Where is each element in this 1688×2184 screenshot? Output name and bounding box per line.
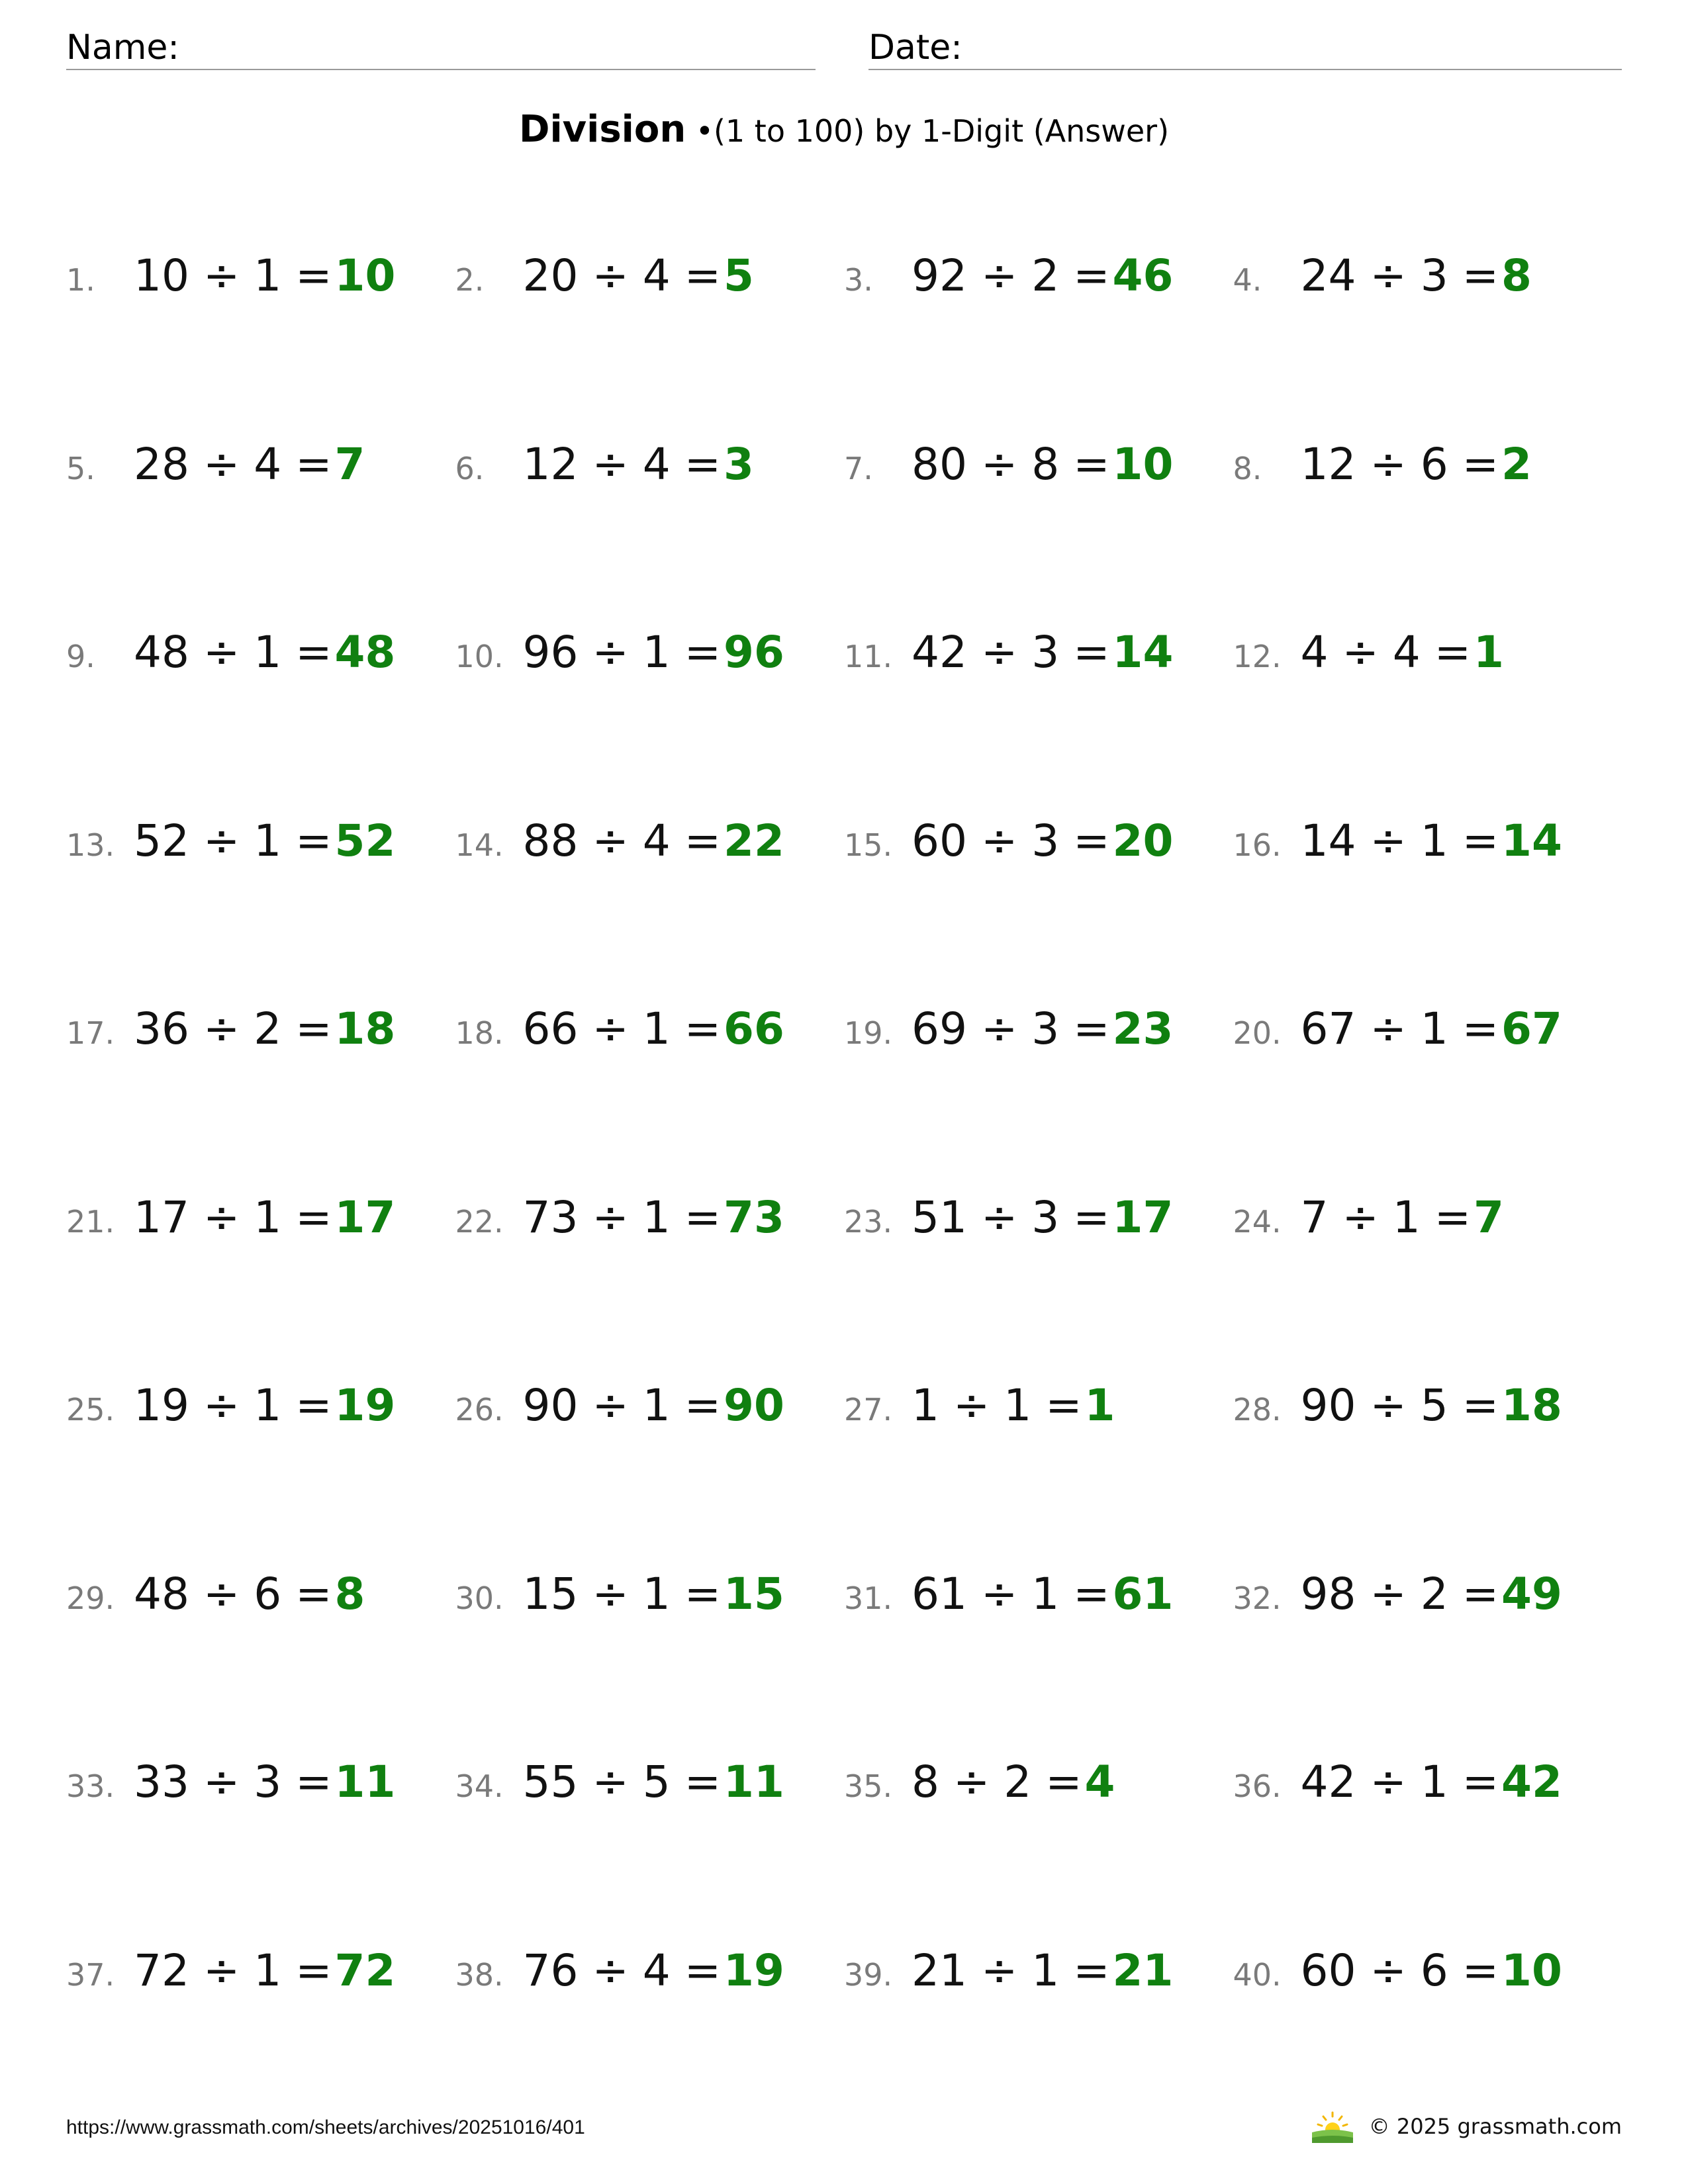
- problem-number: 16.: [1233, 827, 1282, 863]
- problem-item: [66, 1756, 455, 1829]
- problem-expression: 98 ÷ 2 =: [1300, 1568, 1499, 1619]
- problem-number: 30.: [455, 1580, 504, 1616]
- problem-expression: 66 ÷ 1 =: [522, 1003, 722, 1054]
- problem-expression: 73 ÷ 1 =: [522, 1191, 722, 1243]
- problem-expression: 48 ÷ 1 =: [134, 627, 332, 678]
- problem-answer: 8: [1501, 250, 1532, 301]
- problem-answer: 22: [724, 815, 784, 866]
- problem-answer: 20: [1112, 815, 1174, 866]
- problem-answer: 52: [334, 815, 396, 866]
- problem-answer: 10: [1112, 438, 1174, 490]
- problem-expression: 36 ÷ 2 =: [134, 1003, 332, 1054]
- problem-answer: 21: [1112, 1944, 1174, 1996]
- problem-item: [1233, 1756, 1622, 1829]
- problem-item: [1233, 1945, 1622, 2018]
- problem-answer: 72: [334, 1944, 396, 1996]
- problem-item: [66, 815, 455, 888]
- problem-expression: 52 ÷ 1 =: [134, 815, 332, 866]
- problem-item: [844, 439, 1233, 512]
- problem-item: [844, 1192, 1233, 1265]
- problem-answer: 96: [724, 627, 784, 678]
- problem-item: [844, 1003, 1233, 1076]
- problem-item: [844, 1945, 1233, 2018]
- problem-number: 18.: [455, 1015, 504, 1051]
- problem-expression: 60 ÷ 3 =: [912, 815, 1110, 866]
- problem-item: [844, 815, 1233, 888]
- problem-answer: 19: [724, 1944, 784, 1996]
- problem-number: 5.: [66, 450, 95, 486]
- problem-expression: 28 ÷ 4 =: [134, 438, 332, 490]
- name-field[interactable]: [66, 26, 816, 70]
- problem-number: 31.: [844, 1580, 893, 1616]
- problem-expression: 14 ÷ 1 =: [1300, 815, 1499, 866]
- problem-answer: 11: [724, 1756, 784, 1807]
- problem-expression: 21 ÷ 1 =: [912, 1944, 1110, 1996]
- problem-answer: 15: [724, 1568, 784, 1619]
- problem-answer: 14: [1501, 815, 1562, 866]
- problem-number: 19.: [844, 1015, 893, 1051]
- name-date-header: [66, 26, 1622, 70]
- problem-item: [66, 1003, 455, 1076]
- title-main: Division: [518, 108, 686, 151]
- problem-number: 4.: [1233, 262, 1262, 298]
- problem-number: 28.: [1233, 1392, 1282, 1428]
- problem-expression: 61 ÷ 1 =: [912, 1568, 1110, 1619]
- problem-number: 40.: [1233, 1956, 1282, 1993]
- date-label: Date:: [868, 28, 962, 68]
- problem-answer: 23: [1112, 1003, 1174, 1054]
- problem-item: [66, 1569, 455, 1641]
- problem-expression: 88 ÷ 4 =: [522, 815, 722, 866]
- problem-expression: 90 ÷ 5 =: [1300, 1380, 1499, 1431]
- problem-item: [66, 439, 455, 512]
- problem-number: 39.: [844, 1956, 893, 1993]
- problem-number: 10.: [455, 639, 504, 674]
- problem-item: [455, 1569, 845, 1641]
- problem-answer: 10: [1501, 1944, 1562, 1996]
- problem-expression: 8 ÷ 2 =: [912, 1756, 1082, 1807]
- problem-item: [455, 1192, 845, 1265]
- problem-answer: 3: [724, 438, 754, 490]
- problem-item: [66, 1945, 455, 2018]
- problem-number: 9.: [66, 639, 95, 674]
- problem-item: [455, 250, 845, 323]
- worksheet-title: [0, 106, 1688, 155]
- problem-expression: 55 ÷ 5 =: [522, 1756, 722, 1807]
- problem-answer: 42: [1501, 1756, 1562, 1807]
- problem-number: 1.: [66, 262, 95, 298]
- problem-item: [1233, 439, 1622, 512]
- problem-item: [455, 627, 845, 700]
- problem-answer: 67: [1501, 1003, 1562, 1054]
- problem-answer: 7: [334, 438, 365, 490]
- problem-answer: 18: [334, 1003, 396, 1054]
- problem-expression: 7 ÷ 1 =: [1300, 1191, 1472, 1243]
- problem-expression: 76 ÷ 4 =: [522, 1944, 722, 1996]
- problem-answer: 90: [724, 1380, 784, 1431]
- problem-number: 24.: [1233, 1203, 1282, 1240]
- problem-expression: 90 ÷ 1 =: [522, 1380, 722, 1431]
- problem-number: 13.: [66, 827, 115, 863]
- problem-number: 21.: [66, 1203, 115, 1240]
- problem-answer: 2: [1501, 438, 1532, 490]
- problem-item: [1233, 1003, 1622, 1076]
- problem-number: 37.: [66, 1956, 115, 1993]
- problem-number: 12.: [1233, 639, 1282, 674]
- problem-expression: 19 ÷ 1 =: [134, 1380, 332, 1431]
- problem-item: [455, 1756, 845, 1829]
- problem-expression: 10 ÷ 1 =: [134, 250, 332, 301]
- problem-answer: 7: [1474, 1191, 1504, 1243]
- problem-answer: 66: [724, 1003, 784, 1054]
- footer-url: https://www.grassmath.com/sheets/archives/20251016/401: [66, 2116, 585, 2138]
- problem-number: 36.: [1233, 1768, 1282, 1804]
- problem-expression: 20 ÷ 4 =: [522, 250, 722, 301]
- problem-item: [66, 1192, 455, 1265]
- footer-brand: [1311, 2109, 1622, 2144]
- problem-number: 35.: [844, 1768, 893, 1804]
- problem-answer: 61: [1112, 1568, 1174, 1619]
- problem-item: [844, 1756, 1233, 1829]
- problem-answer: 17: [1112, 1191, 1174, 1243]
- problem-answer: 8: [334, 1568, 365, 1619]
- title-subtitle: (1 to 100) by 1-Digit (Answer): [713, 113, 1170, 149]
- problem-number: 25.: [66, 1392, 115, 1428]
- problem-item: [844, 1380, 1233, 1453]
- problem-item: [1233, 1569, 1622, 1641]
- problem-number: 3.: [844, 262, 873, 298]
- problem-number: 29.: [66, 1580, 115, 1616]
- problem-number: 2.: [455, 262, 485, 298]
- problem-expression: 72 ÷ 1 =: [134, 1944, 332, 1996]
- problem-number: 15.: [844, 827, 893, 863]
- problem-number: 34.: [455, 1768, 504, 1804]
- problem-expression: 51 ÷ 3 =: [912, 1191, 1110, 1243]
- problem-answer: 5: [724, 250, 754, 301]
- problem-item: [844, 250, 1233, 323]
- problem-number: 26.: [455, 1392, 504, 1428]
- problem-answer: 1: [1084, 1380, 1115, 1431]
- problem-expression: 60 ÷ 6 =: [1300, 1944, 1499, 1996]
- problem-expression: 12 ÷ 4 =: [522, 438, 722, 490]
- problem-answer: 48: [334, 627, 396, 678]
- problem-expression: 48 ÷ 6 =: [134, 1568, 332, 1619]
- problem-number: 20.: [1233, 1015, 1282, 1051]
- problem-item: [455, 439, 845, 512]
- problem-number: 27.: [844, 1392, 893, 1428]
- problem-answer: 10: [334, 250, 396, 301]
- problem-number: 6.: [455, 450, 485, 486]
- problem-item: [66, 1380, 455, 1453]
- problem-answer: 17: [334, 1191, 396, 1243]
- problem-item: [455, 1380, 845, 1453]
- problem-expression: 67 ÷ 1 =: [1300, 1003, 1499, 1054]
- problem-number: 22.: [455, 1203, 504, 1240]
- problem-number: 7.: [844, 450, 873, 486]
- problem-expression: 24 ÷ 3 =: [1300, 250, 1499, 301]
- problem-number: 33.: [66, 1768, 115, 1804]
- problem-expression: 4 ÷ 4 =: [1300, 627, 1472, 678]
- problem-expression: 1 ÷ 1 =: [912, 1380, 1082, 1431]
- problem-answer: 11: [334, 1756, 396, 1807]
- problem-expression: 80 ÷ 8 =: [912, 438, 1110, 490]
- problem-item: [1233, 815, 1622, 888]
- problem-item: [1233, 1192, 1622, 1265]
- problem-item: [844, 1569, 1233, 1641]
- problem-answer: 14: [1112, 627, 1174, 678]
- problem-expression: 96 ÷ 1 =: [522, 627, 722, 678]
- date-field[interactable]: [868, 26, 1622, 70]
- problem-grid: [66, 250, 1622, 2133]
- title-bullet: •: [695, 113, 714, 149]
- problem-expression: 42 ÷ 3 =: [912, 627, 1110, 678]
- problem-item: [455, 815, 845, 888]
- problem-item: [1233, 1380, 1622, 1453]
- name-label: Name:: [66, 28, 179, 68]
- problem-answer: 46: [1112, 250, 1174, 301]
- grassmath-sun-logo-icon: [1311, 2109, 1354, 2144]
- problem-answer: 49: [1501, 1568, 1562, 1619]
- problem-item: [1233, 250, 1622, 323]
- problem-answer: 19: [334, 1380, 396, 1431]
- problem-answer: 4: [1084, 1756, 1115, 1807]
- problem-item: [66, 250, 455, 323]
- problem-number: 32.: [1233, 1580, 1282, 1616]
- problem-expression: 69 ÷ 3 =: [912, 1003, 1110, 1054]
- problem-item: [455, 1945, 845, 2018]
- problem-number: 8.: [1233, 450, 1262, 486]
- problem-expression: 15 ÷ 1 =: [522, 1568, 722, 1619]
- problem-answer: 1: [1474, 627, 1504, 678]
- problem-item: [455, 1003, 845, 1076]
- problem-number: 11.: [844, 639, 893, 674]
- problem-number: 14.: [455, 827, 504, 863]
- problem-answer: 73: [724, 1191, 784, 1243]
- problem-item: [66, 627, 455, 700]
- problem-expression: 42 ÷ 1 =: [1300, 1756, 1499, 1807]
- problem-number: 38.: [455, 1956, 504, 1993]
- problem-number: 23.: [844, 1203, 893, 1240]
- problem-number: 17.: [66, 1015, 115, 1051]
- problem-expression: 92 ÷ 2 =: [912, 250, 1110, 301]
- problem-item: [1233, 627, 1622, 700]
- problem-answer: 18: [1501, 1380, 1562, 1431]
- copyright-text: © 2025 grassmath.com: [1368, 2114, 1622, 2139]
- problem-expression: 33 ÷ 3 =: [134, 1756, 332, 1807]
- problem-expression: 12 ÷ 6 =: [1300, 438, 1499, 490]
- problem-item: [844, 627, 1233, 700]
- problem-expression: 17 ÷ 1 =: [134, 1191, 332, 1243]
